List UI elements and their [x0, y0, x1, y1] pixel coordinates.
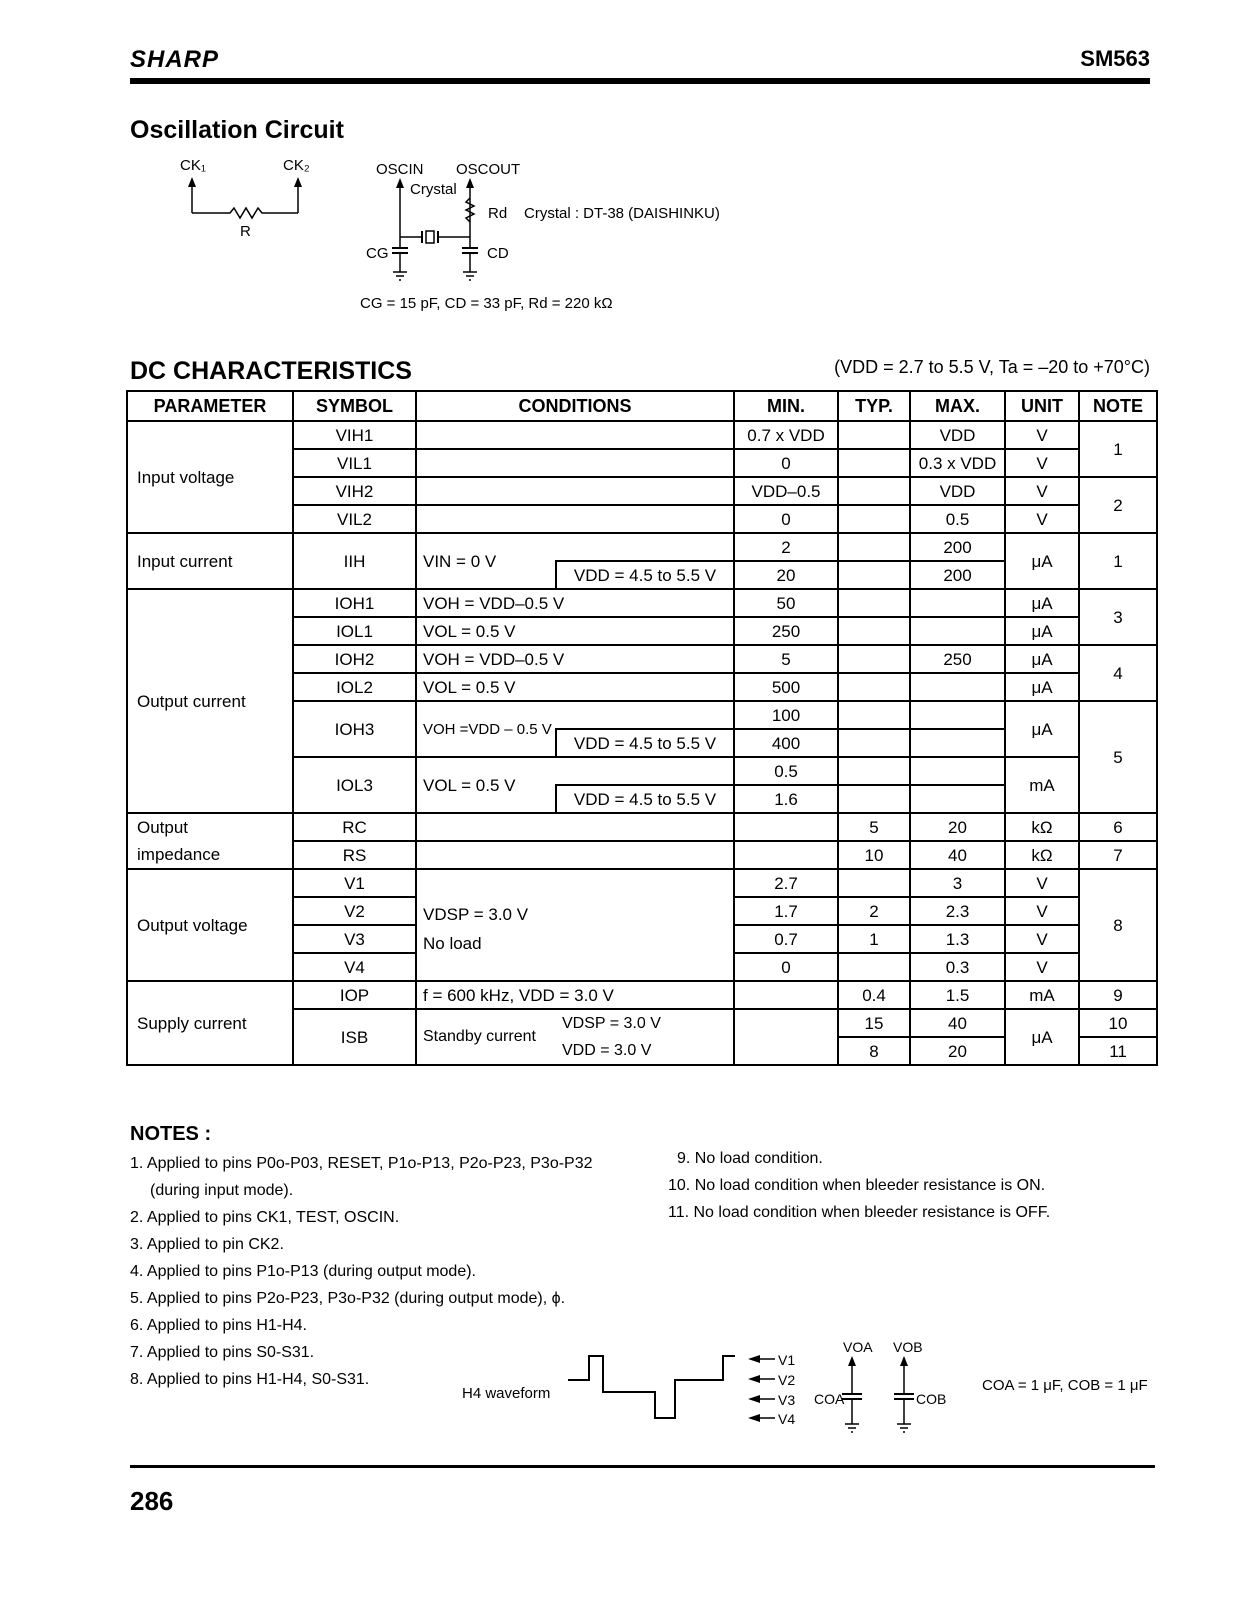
max-cell: 1.5 — [910, 981, 1005, 1009]
unit-cell: μA — [1005, 673, 1079, 701]
symbol-cell: IOH3 — [293, 701, 416, 757]
unit-cell: V — [1005, 449, 1079, 477]
part-number: SM563 — [1080, 46, 1150, 71]
cob-label: COB — [916, 1391, 947, 1407]
note-cell: 8 — [1079, 869, 1157, 981]
note-item: 5. Applied to pins P2o-P23, P3o-P32 (during output mode), ϕ. — [130, 1290, 566, 1307]
conditions-cell — [416, 477, 734, 505]
waveform-label: H4 waveform — [462, 1385, 551, 1402]
col-header-max: MAX. — [910, 391, 1005, 421]
min-cell: 1.7 — [734, 897, 838, 925]
conditions-subcell — [556, 757, 734, 785]
unit-cell: V — [1005, 897, 1079, 925]
conditions-cell: Standby current — [416, 1009, 556, 1065]
col-header-parameter: PARAMETER — [127, 391, 293, 421]
col-header-unit: UNIT — [1005, 391, 1079, 421]
unit-cell: V — [1005, 953, 1079, 981]
table-row — [127, 813, 1157, 841]
typ-cell: 5 — [838, 813, 910, 841]
note-cell: 1 — [1079, 421, 1157, 477]
min-cell: 5 — [734, 645, 838, 673]
notes-title: NOTES : — [130, 1123, 212, 1145]
symbol-cell: IOL2 — [293, 673, 416, 701]
max-cell — [910, 617, 1005, 645]
symbol-cell: VIH2 — [293, 477, 416, 505]
conditions-cell: VOH =VDD – 0.5 V — [416, 701, 556, 757]
header-rule — [130, 78, 1150, 84]
note-item: 2. Applied to pins CK1, TEST, OSCIN. — [130, 1209, 400, 1226]
crystal-rd-label: Rd — [488, 205, 508, 222]
typ-cell — [838, 617, 910, 645]
typ-cell — [838, 533, 910, 561]
note-item: 3. Applied to pin CK2. — [130, 1236, 284, 1253]
typ-cell — [838, 505, 910, 533]
symbol-cell: IOP — [293, 981, 416, 1009]
symbol-cell: VIH1 — [293, 421, 416, 449]
waveform-level-v1: V1 — [778, 1352, 796, 1368]
unit-cell: μA — [1005, 589, 1079, 617]
notes-right-list — [668, 1145, 1050, 1226]
min-cell: 0.7 x VDD — [734, 421, 838, 449]
conditions-subcell: VDD = 4.5 to 5.5 V — [556, 561, 734, 589]
coa-label: COA — [814, 1391, 845, 1407]
table-row — [127, 981, 1157, 1009]
max-cell: 0.3 — [910, 953, 1005, 981]
note-cell: 10 — [1079, 1009, 1157, 1037]
typ-cell — [838, 953, 910, 981]
conditions-subcell — [556, 533, 734, 561]
unit-cell: V — [1005, 421, 1079, 449]
symbol-cell: IOL3 — [293, 757, 416, 813]
symbol-cell: VIL2 — [293, 505, 416, 533]
unit-cell: V — [1005, 505, 1079, 533]
noload-condition: No load — [423, 934, 482, 953]
max-cell: 200 — [910, 533, 1005, 561]
col-header-conditions: CONDITIONS — [416, 391, 734, 421]
max-cell: VDD — [910, 477, 1005, 505]
param-output-impedance-line2: impedance — [127, 841, 293, 869]
rc-r-label: R — [240, 223, 251, 240]
note-cell: 5 — [1079, 701, 1157, 813]
typ-cell — [838, 645, 910, 673]
conditions-cell — [416, 841, 734, 869]
typ-cell — [838, 561, 910, 589]
symbol-cell: V4 — [293, 953, 416, 981]
note-cell: 2 — [1079, 477, 1157, 533]
typ-cell — [838, 729, 910, 757]
conditions-subcell: VDD = 3.0 V — [556, 1037, 734, 1065]
note-cell: 7 — [1079, 841, 1157, 869]
min-cell — [734, 841, 838, 869]
typ-cell — [838, 869, 910, 897]
table-row — [127, 589, 1157, 617]
note-cell: 3 — [1079, 589, 1157, 645]
min-cell: 0.7 — [734, 925, 838, 953]
crystal-oscin-label: OSCIN — [376, 161, 424, 178]
crystal-component-values: CG = 15 pF, CD = 33 pF, Rd = 220 kΩ — [360, 295, 613, 312]
typ-cell: 10 — [838, 841, 910, 869]
min-cell: 400 — [734, 729, 838, 757]
typ-cell — [838, 701, 910, 729]
conditions-subcell — [556, 701, 734, 729]
unit-cell: V — [1005, 925, 1079, 953]
max-cell — [910, 729, 1005, 757]
footer-rule — [130, 1465, 1155, 1468]
waveform-level-v4: V4 — [778, 1411, 796, 1427]
min-cell: 0.5 — [734, 757, 838, 785]
note-item: 11. No load condition when bleeder resistance is OFF. — [668, 1204, 1051, 1221]
min-cell — [734, 981, 838, 1009]
symbol-cell: V3 — [293, 925, 416, 953]
dc-characteristics-table — [126, 390, 1158, 1066]
param-output-voltage: Output voltage — [127, 869, 293, 981]
min-cell: 0 — [734, 505, 838, 533]
min-cell: 500 — [734, 673, 838, 701]
typ-cell — [838, 757, 910, 785]
conditions-cell: VOH = VDD–0.5 V — [416, 645, 734, 673]
conditions-subcell: VDD = 4.5 to 5.5 V — [556, 729, 734, 757]
max-cell: 3 — [910, 869, 1005, 897]
table-row — [127, 841, 1157, 869]
unit-cell: μA — [1005, 617, 1079, 645]
conditions-cell — [416, 505, 734, 533]
brand-logo: SHARP — [130, 46, 220, 73]
typ-cell — [838, 477, 910, 505]
min-cell: 100 — [734, 701, 838, 729]
symbol-cell: IOH1 — [293, 589, 416, 617]
min-cell — [734, 1009, 838, 1065]
col-header-min: MIN. — [734, 391, 838, 421]
col-header-note: NOTE — [1079, 391, 1157, 421]
capacitor-values: COA = 1 μF, COB = 1 μF — [982, 1377, 1148, 1394]
unit-cell: μA — [1005, 645, 1079, 673]
conditions-cell: VOL = 0.5 V — [416, 617, 734, 645]
typ-cell: 1 — [838, 925, 910, 953]
crystal-oscout-label: OSCOUT — [456, 161, 521, 178]
typ-cell: 0.4 — [838, 981, 910, 1009]
dc-section-title: DC CHARACTERISTICS — [130, 357, 412, 385]
typ-cell — [838, 673, 910, 701]
min-cell: 2 — [734, 533, 838, 561]
symbol-cell: VIL1 — [293, 449, 416, 477]
col-header-symbol: SYMBOL — [293, 391, 416, 421]
unit-cell: V — [1005, 869, 1079, 897]
unit-cell: kΩ — [1005, 813, 1079, 841]
note-item: 4. Applied to pins P1o-P13 (during output mode). — [130, 1263, 476, 1280]
symbol-cell: IOH2 — [293, 645, 416, 673]
rc-ck2-label: CK₂ — [283, 157, 310, 174]
voa-label: VOA — [843, 1339, 873, 1355]
note-item: 6. Applied to pins H1-H4. — [130, 1317, 307, 1334]
conditions-cell: VIN = 0 V — [416, 533, 556, 589]
typ-cell — [838, 785, 910, 813]
osc-section-title: Oscillation Circuit — [130, 116, 344, 144]
waveform-level-v3: V3 — [778, 1392, 796, 1408]
conditions-cell: VOH = VDD–0.5 V — [416, 589, 734, 617]
max-cell — [910, 701, 1005, 729]
conditions-cell: VOL = 0.5 V — [416, 673, 734, 701]
min-cell: 20 — [734, 561, 838, 589]
max-cell: VDD — [910, 421, 1005, 449]
typ-cell: 15 — [838, 1009, 910, 1037]
note-item: 9. No load condition. — [677, 1150, 823, 1167]
crystal-label: Crystal — [410, 181, 457, 198]
crystal-cg-label: CG — [366, 245, 389, 262]
vob-label: VOB — [893, 1339, 923, 1355]
table-row — [127, 869, 1157, 897]
max-cell: 20 — [910, 813, 1005, 841]
notes-left-list — [130, 1150, 593, 1393]
typ-cell: 8 — [838, 1037, 910, 1065]
note-item: 10. No load condition when bleeder resistance is ON. — [668, 1177, 1046, 1194]
note-cell: 1 — [1079, 533, 1157, 589]
param-input-voltage: Input voltage — [127, 421, 293, 533]
symbol-cell: V1 — [293, 869, 416, 897]
unit-cell: mA — [1005, 981, 1079, 1009]
crystal-note: Crystal : DT-38 (DAISHINKU) — [524, 205, 720, 222]
unit-cell: μA — [1005, 533, 1079, 589]
param-output-impedance-line1: Output — [127, 813, 293, 841]
typ-cell — [838, 449, 910, 477]
conditions-cell: VOL = 0.5 V — [416, 757, 556, 813]
max-cell — [910, 785, 1005, 813]
conditions-cell — [416, 449, 734, 477]
max-cell: 20 — [910, 1037, 1005, 1065]
vdsp-condition: VDSP = 3.0 V — [423, 905, 529, 924]
param-input-current: Input current — [127, 533, 293, 589]
note-item: (during input mode). — [150, 1182, 294, 1199]
symbol-cell: RS — [293, 841, 416, 869]
max-cell: 250 — [910, 645, 1005, 673]
table-row — [127, 533, 1157, 561]
symbol-cell: ISB — [293, 1009, 416, 1065]
max-cell: 40 — [910, 1009, 1005, 1037]
max-cell — [910, 757, 1005, 785]
symbol-cell: V2 — [293, 897, 416, 925]
note-item: 8. Applied to pins H1-H4, S0-S31. — [130, 1371, 370, 1388]
max-cell: 1.3 — [910, 925, 1005, 953]
note-cell: 4 — [1079, 645, 1157, 701]
min-cell: 1.6 — [734, 785, 838, 813]
rc-ck1-label: CK₁ — [180, 157, 206, 174]
conditions-cell: f = 600 kHz, VDD = 3.0 V — [416, 981, 734, 1009]
conditions-cell — [416, 869, 734, 981]
max-cell — [910, 589, 1005, 617]
conditions-subcell: VDSP = 3.0 V — [556, 1009, 734, 1037]
unit-cell: mA — [1005, 757, 1079, 813]
conditions-subcell: VDD = 4.5 to 5.5 V — [556, 785, 734, 813]
unit-cell: μA — [1005, 1009, 1079, 1065]
typ-cell — [838, 589, 910, 617]
max-cell: 40 — [910, 841, 1005, 869]
dc-test-conditions: (VDD = 2.7 to 5.5 V, Ta = –20 to +70°C) — [834, 357, 1150, 377]
conditions-cell — [416, 421, 734, 449]
note-cell: 9 — [1079, 981, 1157, 1009]
crystal-cd-label: CD — [487, 245, 509, 262]
min-cell — [734, 813, 838, 841]
min-cell: 2.7 — [734, 869, 838, 897]
note-item: 7. Applied to pins S0-S31. — [130, 1344, 315, 1361]
typ-cell — [838, 421, 910, 449]
waveform-level-v2: V2 — [778, 1372, 796, 1388]
max-cell: 2.3 — [910, 897, 1005, 925]
symbol-cell: IOL1 — [293, 617, 416, 645]
symbol-cell: IIH — [293, 533, 416, 589]
typ-cell: 2 — [838, 897, 910, 925]
max-cell: 200 — [910, 561, 1005, 589]
h4-waveform-diagram — [565, 1350, 805, 1430]
param-output-current: Output current — [127, 589, 293, 813]
unit-cell: kΩ — [1005, 841, 1079, 869]
col-header-typ: TYP. — [838, 391, 910, 421]
param-supply-current: Supply current — [127, 981, 293, 1065]
unit-cell: V — [1005, 477, 1079, 505]
min-cell: VDD–0.5 — [734, 477, 838, 505]
table-row — [127, 421, 1157, 449]
min-cell: 250 — [734, 617, 838, 645]
max-cell: 0.3 x VDD — [910, 449, 1005, 477]
note-cell: 11 — [1079, 1037, 1157, 1065]
symbol-cell: RC — [293, 813, 416, 841]
page-number: 286 — [130, 1486, 174, 1516]
min-cell: 0 — [734, 449, 838, 477]
note-item: 1. Applied to pins P0o-P03, RESET, P1o-P13, P2o-P23, P3o-P32 — [130, 1155, 593, 1172]
unit-cell: μA — [1005, 701, 1079, 757]
note-cell: 6 — [1079, 813, 1157, 841]
conditions-cell — [416, 813, 734, 841]
max-cell — [910, 673, 1005, 701]
max-cell: 0.5 — [910, 505, 1005, 533]
min-cell: 0 — [734, 953, 838, 981]
min-cell: 50 — [734, 589, 838, 617]
table-header-row — [127, 391, 1157, 421]
